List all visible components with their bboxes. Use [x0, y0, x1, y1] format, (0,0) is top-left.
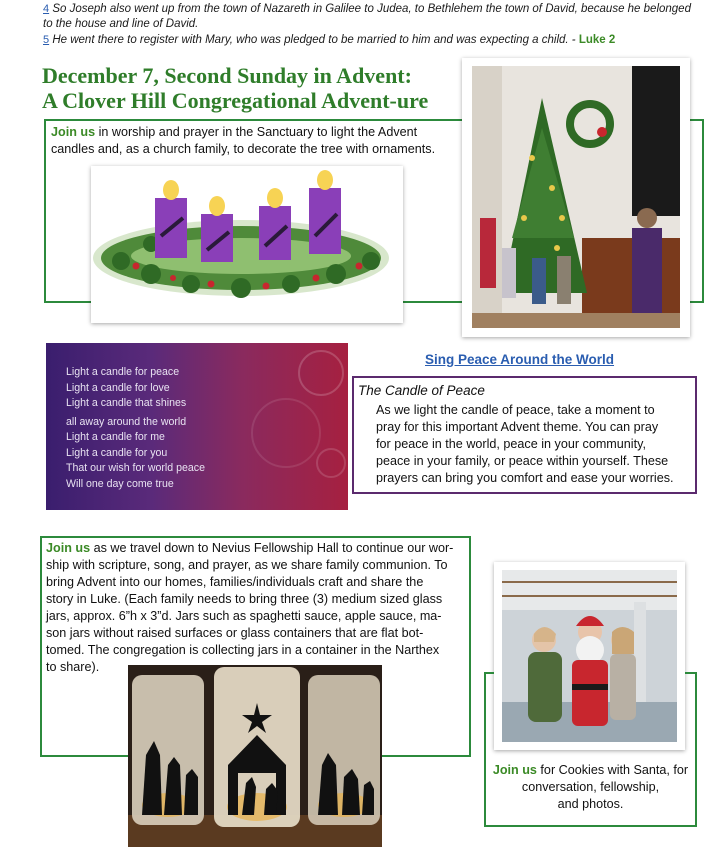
- fellowship-line: son jars without raised surfaces or glass containers that are flat bot-: [46, 626, 424, 640]
- title-line-1: December 7, Second Sunday in Advent:: [42, 63, 412, 88]
- scripture-reference: Luke 2: [578, 34, 616, 46]
- fellowship-line: to share).: [46, 660, 100, 674]
- christmas-tree-photo: [462, 58, 690, 337]
- santa-section-text: [486, 762, 695, 813]
- santa-line: for Cookies with Santa, for: [536, 763, 689, 777]
- fellowship-line: story in Luke. (Each family needs to bring three (3) medium sized glass: [46, 592, 443, 606]
- scripture-verse-4-cont: to the house and line of David.: [43, 18, 199, 30]
- wreath-icon: [91, 166, 403, 323]
- song-link[interactable]: Sing Peace Around the World: [425, 352, 615, 367]
- nativity-jars-photo: [128, 665, 382, 847]
- peace-line: for peace in the world, peace in your community,: [376, 437, 646, 451]
- slide-line: Light a candle for you: [66, 446, 168, 459]
- peace-line: prayers can bring you comfort and ease your worries.: [376, 471, 674, 485]
- fellowship-line: tomed. The congregation is collecting jars in a container in the Narthex: [46, 643, 440, 657]
- scripture-verse-5: [43, 33, 723, 48]
- worship-text-2: candles and, as a church family, to decorate the tree with ornaments.: [51, 142, 436, 156]
- slide-line: Light a candle for peace: [66, 366, 180, 378]
- worship-section-text: [51, 124, 461, 158]
- scripture-verse-4: [43, 2, 723, 17]
- join-us-label-3: Join us: [492, 763, 537, 777]
- nativity-jars-icon: [128, 665, 382, 847]
- verse-4-text: So Joseph also went up from the town of Nazareth in Galilee to Judea, to Bethlehem the town of David, because he belonged: [52, 3, 691, 15]
- candle-song-slide: [46, 343, 348, 510]
- peace-line: As we light the candle of peace, take a moment to: [376, 403, 655, 417]
- candle-of-peace-box: [352, 376, 697, 494]
- santa-line: and photos.: [557, 797, 624, 811]
- slide-line: all away around the world: [66, 415, 187, 428]
- peace-line: pray for this important Advent theme. You can pray: [376, 420, 659, 434]
- fellowship-line: jars, approx. 6”h x 3”d. Jars such as spaghetti sauce, apple sauce, ma-: [46, 609, 442, 623]
- peace-box-text: [376, 402, 696, 487]
- peace-box-title: The Candle of Peace: [358, 383, 485, 398]
- join-us-label-2: Join us: [46, 541, 91, 555]
- join-us-label: Join us: [51, 125, 96, 139]
- fellowship-line: ship with scripture, song, and prayer, as we share family communion. To: [46, 558, 448, 572]
- page-title: [42, 63, 428, 113]
- slide-line: Light a candle for love: [66, 381, 170, 394]
- christmas-tree-icon: [462, 58, 690, 337]
- worship-text-1: in worship and prayer in the Sanctuary to light the Advent: [95, 125, 418, 139]
- verse-number-5[interactable]: 5: [43, 34, 50, 46]
- advent-wreath-image: [91, 166, 403, 323]
- peace-line: peace in your family, or peace within yourself. These: [376, 454, 669, 468]
- santa-line: conversation, fellowship,: [521, 780, 660, 794]
- slide-line: Will one day come true: [66, 477, 174, 490]
- slide-line: Light a candle that shines: [66, 397, 187, 409]
- slide-line: Light a candle for me: [66, 431, 165, 443]
- verse-5-text: He went there to register with Mary, who was pledged to be married to him and was expecting a child.: [52, 34, 569, 46]
- fellowship-line: as we travel down to Nevius Fellowship Hall to continue our wor-: [90, 541, 454, 555]
- fellowship-line: bring Advent into our homes, families/individuals craft and share the: [46, 575, 424, 589]
- title-line-2: A Clover Hill Congregational Advent-ure: [42, 88, 429, 113]
- reference-dash: -: [568, 34, 576, 46]
- slide-line: That our wish for world peace: [66, 462, 205, 474]
- fellowship-section-text: [46, 540, 470, 676]
- verse-number-4[interactable]: 4: [43, 3, 50, 15]
